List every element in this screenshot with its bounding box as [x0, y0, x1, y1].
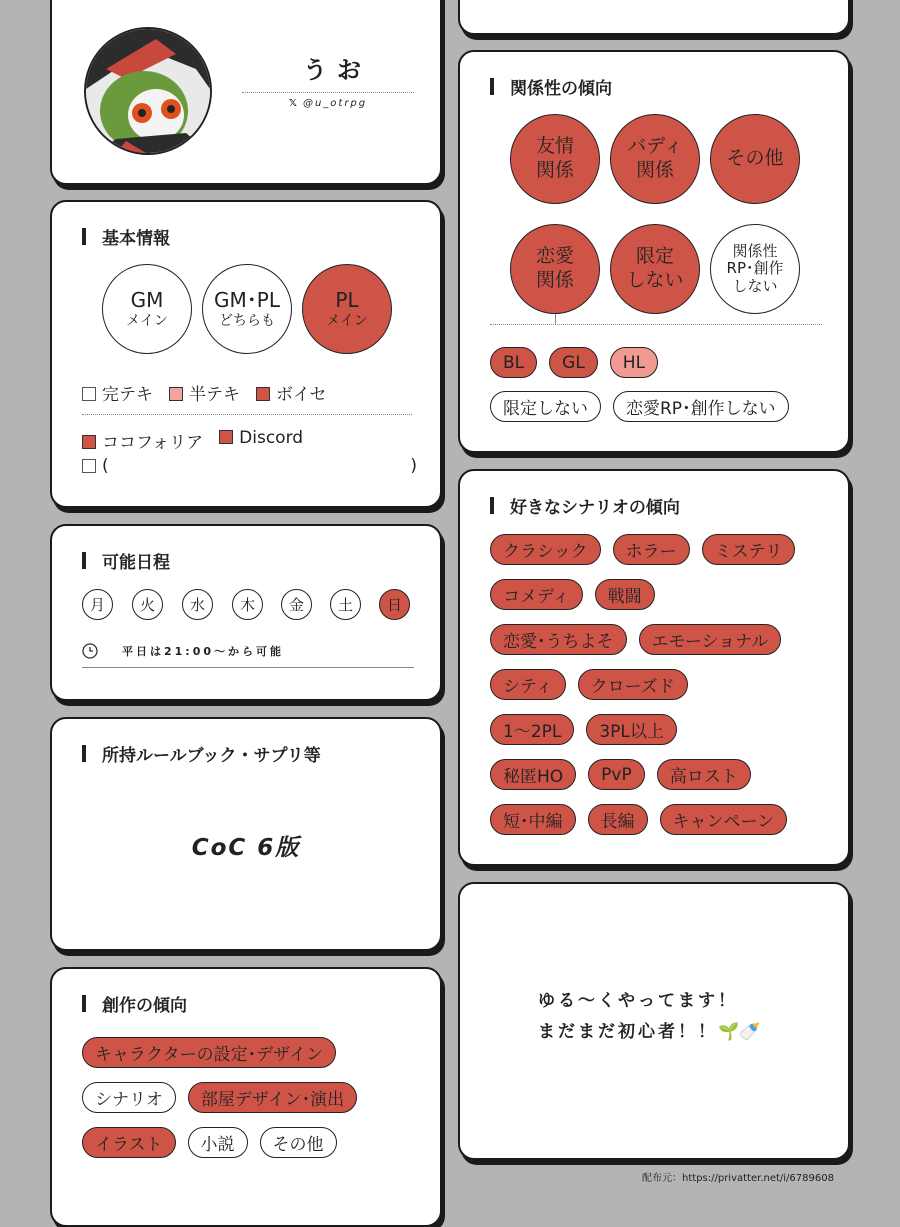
scenario-tag: コメディ	[490, 579, 583, 610]
scenario-row	[490, 804, 787, 835]
tool-label: ココフォリア	[102, 433, 204, 453]
rulebooks-card	[50, 717, 442, 951]
voice-label: 完テキ	[102, 385, 153, 405]
voice-half-text	[169, 380, 240, 405]
profile-name: うお	[303, 56, 371, 84]
free-text-card	[458, 882, 850, 1160]
scenario-row	[490, 714, 677, 745]
rulebooks-content: CoC 6版	[191, 835, 301, 861]
free-line-2: まだまだ初心者！！	[538, 1022, 718, 1042]
footer-credit[interactable]: 配布元：https://privatter.net/i/6789608	[642, 1173, 834, 1184]
role-line2: メイン	[326, 312, 368, 329]
voice-voice-session	[256, 380, 327, 405]
top-right-card	[458, 0, 850, 35]
role-gm-main	[102, 264, 192, 354]
day-fri: 金	[281, 589, 312, 620]
checkbox-icon	[82, 459, 96, 473]
free-line-1: ゆる〜くやってます！	[538, 991, 738, 1011]
free-line-2-row	[538, 1017, 760, 1042]
tool-other-row	[82, 456, 417, 476]
day-sat: 土	[330, 589, 361, 620]
role-line1: GM	[130, 287, 164, 312]
schedule-card	[50, 524, 442, 701]
scenarios-card	[458, 469, 850, 866]
day-wed: 水	[182, 589, 213, 620]
voice-label: ボイセ	[276, 385, 327, 405]
scenario-tag: キャンペーン	[660, 804, 788, 835]
checkbox-icon	[219, 430, 233, 444]
scenario-tag: 戦闘	[595, 579, 655, 610]
scenarios-title: 好きなシナリオの傾向	[490, 493, 680, 518]
scenario-row	[490, 759, 751, 790]
scenario-tag: 恋愛･うちよそ	[490, 624, 627, 655]
tool-cocoforia	[82, 428, 203, 453]
profile-handle[interactable]: @u_otrpg	[302, 98, 368, 109]
basic-info-card	[50, 200, 442, 508]
day-thu: 木	[232, 589, 263, 620]
relation-friendship	[510, 114, 600, 204]
scenario-tag: 長編	[588, 804, 648, 835]
scenario-tag: ミステリ	[702, 534, 796, 565]
other-close: )	[410, 456, 417, 476]
checkbox-icon	[256, 387, 270, 401]
circle-line: 限定	[635, 245, 674, 268]
relation-no-rp	[710, 224, 800, 314]
circle-line: 関係	[535, 159, 574, 181]
divider	[82, 414, 412, 415]
divider	[490, 324, 822, 325]
scenario-row	[490, 669, 688, 700]
creation-tag-scenario: シナリオ	[82, 1082, 176, 1113]
scenario-row	[490, 624, 781, 655]
relation-buddy	[610, 114, 700, 204]
creation-row	[82, 1127, 337, 1158]
circle-line: バディ	[627, 135, 683, 158]
clock-icon	[82, 643, 98, 659]
circle-line: 関係性	[732, 242, 778, 261]
x-icon: 𝕏	[288, 98, 299, 109]
tag-hl: HL	[610, 347, 658, 378]
note-underline	[82, 667, 414, 668]
relation-tag-row	[490, 347, 658, 378]
creation-card	[50, 967, 442, 1227]
scenario-row	[490, 534, 795, 565]
circle-line: 友情	[535, 135, 574, 158]
creation-row	[82, 1082, 357, 1113]
role-line1: PL	[335, 287, 359, 312]
scenario-row	[490, 579, 655, 610]
tools-row	[82, 428, 303, 453]
scenario-tag: クラシック	[490, 534, 601, 565]
tool-discord	[219, 428, 303, 453]
profile-handle-row	[242, 98, 414, 109]
checkbox-icon	[82, 387, 96, 401]
tool-label: Discord	[239, 428, 304, 448]
relation-tag-row	[490, 391, 789, 422]
role-gm-pl	[202, 264, 292, 354]
tag-no-romance: 恋愛RP･創作しない	[613, 391, 789, 422]
relation-romance	[510, 224, 600, 314]
creation-tag-other: その他	[260, 1127, 337, 1158]
name-divider	[242, 92, 414, 93]
tag-gl: GL	[549, 347, 598, 378]
tag-bl: BL	[490, 347, 537, 378]
scenario-tag: 秘匿HO	[490, 759, 576, 790]
circle-line: RP･創作	[726, 259, 784, 278]
scenario-tag: エモーショナル	[639, 624, 782, 655]
schedule-note: 平日は21:00〜から可能	[122, 645, 285, 658]
scenario-tag: クローズド	[578, 669, 688, 700]
circle-line: その他	[726, 147, 784, 170]
circle-line: 関係	[535, 269, 574, 291]
creation-tag-room: 部屋デザイン･演出	[188, 1082, 357, 1113]
connector-line	[555, 314, 556, 324]
scenario-tag: ホラー	[613, 534, 690, 565]
day-tue: 火	[132, 589, 163, 620]
circle-line: 関係	[635, 159, 674, 181]
scenario-tag: 3PL以上	[586, 714, 677, 745]
relation-other	[710, 114, 800, 204]
relations-title: 関係性の傾向	[490, 74, 612, 99]
role-line1: GM･PL	[214, 287, 280, 312]
checkbox-icon	[82, 435, 96, 449]
role-line2: どちらも	[219, 312, 275, 329]
tag-unlimited: 限定しない	[490, 391, 601, 422]
circle-line: しない	[732, 276, 778, 295]
circle-line: 恋愛	[535, 245, 574, 268]
other-open: (	[102, 456, 109, 476]
role-line2: メイン	[126, 312, 168, 329]
role-pl-main	[302, 264, 392, 354]
avatar	[84, 27, 212, 155]
voice-label: 半テキ	[189, 385, 240, 405]
voice-full-text	[82, 380, 153, 405]
creation-tag-illust: イラスト	[82, 1127, 176, 1158]
schedule-title: 可能日程	[82, 548, 170, 573]
day-mon: 月	[82, 589, 113, 620]
day-sun: 日	[379, 589, 410, 620]
relation-unlimited	[610, 224, 700, 314]
creation-row	[82, 1037, 336, 1068]
scenario-tag: 高ロスト	[657, 759, 751, 790]
sprout-bottle-icon: 🌱🍼	[718, 1022, 761, 1042]
relations-card	[458, 50, 850, 453]
scenario-tag: 短･中編	[490, 804, 576, 835]
basic-info-title: 基本情報	[82, 224, 170, 249]
creation-title: 創作の傾向	[82, 991, 187, 1016]
rulebooks-title: 所持ルールブック・サプリ等	[82, 741, 321, 766]
profile-card	[50, 0, 442, 185]
checkbox-icon	[169, 387, 183, 401]
voice-row	[82, 380, 327, 405]
creation-tag-character: キャラクターの設定･デザイン	[82, 1037, 336, 1068]
scenario-tag: シティ	[490, 669, 566, 700]
scenario-tag: 1〜2PL	[490, 714, 574, 745]
circle-line: しない	[626, 269, 684, 291]
scenario-tag: PvP	[588, 759, 645, 790]
creation-tag-novel: 小説	[188, 1127, 248, 1158]
